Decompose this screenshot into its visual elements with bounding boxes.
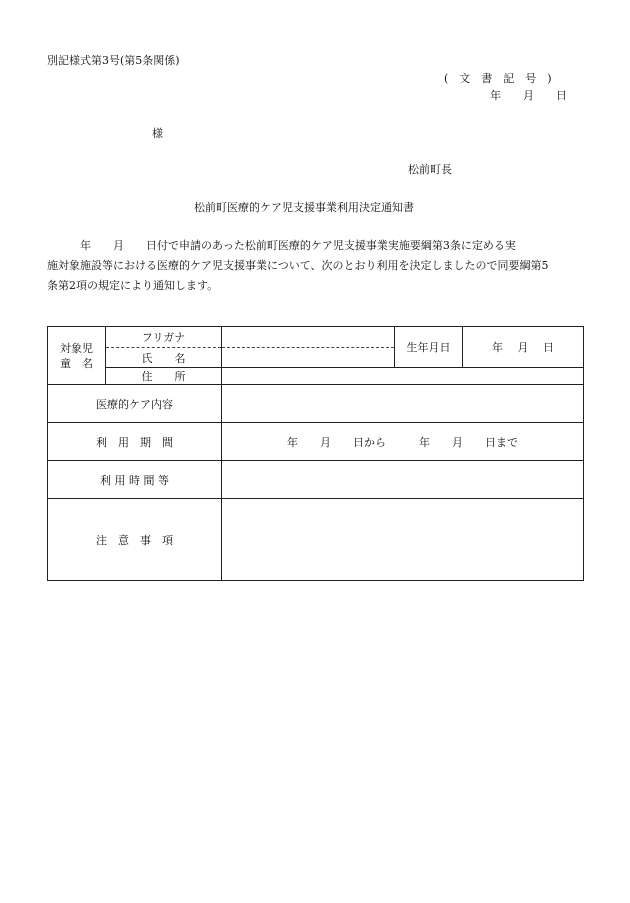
name-field[interactable]	[222, 348, 395, 368]
notes-label: 注 意 事 項	[48, 499, 222, 581]
issuer-name: 松前町長	[408, 163, 452, 176]
birthdate-label: 生年月日	[395, 327, 463, 368]
furigana-field[interactable]	[222, 327, 395, 348]
usage-period-label: 利 用 期 間	[48, 423, 222, 461]
body-line-2: 施対象施設等における医療的ケア児支援事業について、次のとおり利用を決定しましたので同要綱第5	[47, 259, 549, 272]
child-name-header	[48, 327, 106, 385]
document-number: ( 文 書 記 号 )	[444, 72, 552, 85]
usage-hours-field[interactable]	[222, 461, 584, 499]
address-field[interactable]	[222, 368, 584, 385]
child-label-line-2: 童 名	[60, 356, 93, 370]
address-label: 住 所	[106, 368, 222, 385]
birthdate-field[interactable]: 年 月 日	[463, 327, 584, 368]
child-label-line-1: 対象児	[60, 341, 93, 355]
usage-period-field[interactable]: 年 月 日から 年 月 日まで	[222, 423, 584, 461]
recipient-honorific: 様	[152, 127, 163, 140]
body-line-3: 条第2項の規定により通知します。	[47, 279, 219, 292]
document-title: 松前町医療的ケア児支援事業利用決定通知書	[194, 201, 414, 214]
notes-field[interactable]	[222, 499, 584, 581]
notice-body	[47, 236, 582, 296]
form-number: 別記様式第3号(第5条関係)	[47, 54, 180, 67]
name-label: 氏 名	[106, 348, 222, 368]
furigana-label: フリガナ	[106, 327, 222, 348]
care-content-label: 医療的ケア内容	[48, 385, 222, 423]
usage-hours-label: 利 用 時 間 等	[48, 461, 222, 499]
care-content-field[interactable]	[222, 385, 584, 423]
decision-form-table	[47, 326, 584, 581]
body-line-1: 年 月 日付で申請のあった松前町医療的ケア児支援事業実施要綱第3条に定める実	[47, 239, 516, 252]
issue-date: 年 月 日	[490, 89, 567, 102]
